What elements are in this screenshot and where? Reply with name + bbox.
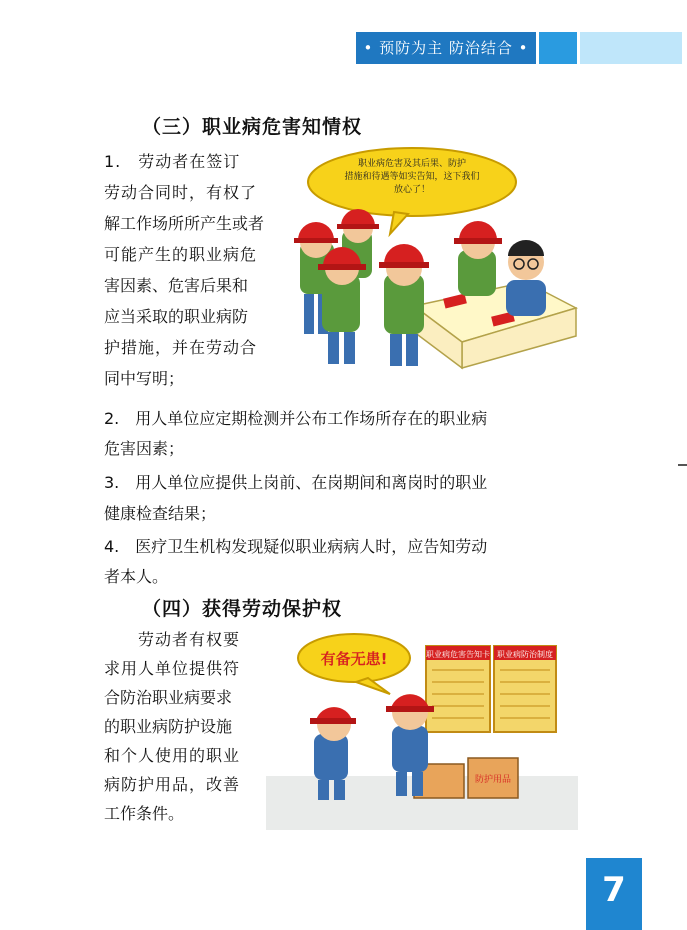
board-title-1: 职业病危害告知卡 [426, 650, 490, 659]
section4-title: （四）获得劳动保护权 [142, 598, 343, 620]
notice-board [494, 646, 556, 732]
section3-item4-line2: 者本人。 [104, 567, 169, 586]
section3-title: （三）职业病危害知情权 [142, 116, 363, 138]
worker-figure [379, 244, 429, 366]
section4-body: 劳动者有权要 求用人单位提供符 合防治职业病要求 的职业病防护设施 和个人使用的职业 病防护用品，改善 工作条件。 [104, 630, 241, 823]
notice-board [426, 646, 490, 732]
speech-bubble [298, 634, 410, 694]
worker-figure [454, 221, 502, 296]
protection-illustration [266, 630, 578, 830]
page-number: 7 [586, 858, 642, 930]
header-banner: • 预防为主 防治结合 • [356, 32, 536, 64]
meeting-table [414, 282, 576, 368]
section3-item3-line2: 健康检查结果； [104, 504, 217, 523]
section3-item1: 1. 劳动者在签订 劳动合同时，有权了 解工作场所所产生或者 可能产生的职业病危 害因素、危害后果和 应当采取的职业病防 护措施，并在劳动合 同中写明； [104, 152, 265, 388]
section3-item3-line1: 3. 用人单位应提供上岗前、在岗期间和离岗时的职业 [104, 473, 488, 492]
section3-item2-line2: 危害因素； [104, 439, 185, 458]
manager-figure [506, 240, 546, 316]
speech-bubble [308, 148, 516, 234]
section3-item2-line1: 2. 用人单位应定期检测并公布工作场所存在的职业病 [104, 409, 488, 428]
worker-figure [318, 247, 366, 364]
header-accent-block [539, 32, 577, 64]
board-title-2: 职业病防治制度 [497, 650, 553, 659]
speech-line-3: 放心了！ [393, 185, 431, 195]
speech-text: 有备无患! [320, 650, 388, 668]
speech-line-2: 措施和待遇等如实告知，这下我们 [344, 172, 480, 182]
box-label: 防护用品 [474, 775, 512, 785]
workers-meeting-illustration [286, 146, 578, 374]
margin-mark [678, 464, 687, 466]
section3-item4-line1: 4. 医疗卫生机构发现疑似职业病病人时，应告知劳动 [104, 537, 488, 556]
speech-line-1: 职业病危害及其后果、防护 [357, 159, 467, 169]
header-light-block [580, 32, 682, 64]
